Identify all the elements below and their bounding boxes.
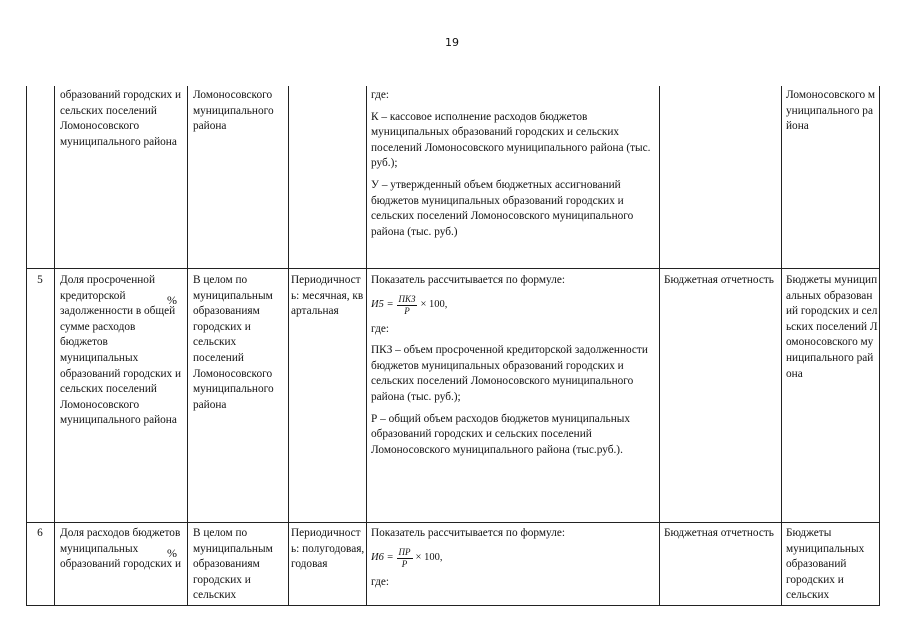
row6-formula-denominator: Р [401, 558, 408, 569]
row6-method-intro: Показатель рассчитывается по формуле: [371, 527, 565, 539]
row6-formula-tail: × 100, [415, 552, 443, 564]
row6-formula-numerator: ПР [398, 546, 411, 557]
cont-method-u: У – утвержденный объем бюджетных ассигнований бюджетов муниципальных образований городских и сельских поселений Ломоносовского муниципального района (тыс. руб.) [371, 178, 634, 238]
cont-coverage: Ломоносовского муниципального района [193, 89, 274, 133]
row5-formula-tail: × 100, [420, 299, 448, 311]
page-number: 19 [445, 36, 459, 49]
cont-indicator-name: образований городских и сельских поселений Ломоносовского муниципального района [60, 89, 182, 148]
row6-number: 6 [37, 527, 43, 539]
row5-method [371, 273, 657, 464]
row5-formula-numerator: ПКЗ [398, 293, 416, 304]
row5-method-where: где: [371, 322, 389, 335]
row5-source: Бюджетная отчетность [664, 274, 774, 286]
row6-responsible: Бюджеты муниципальных образований городских и сельских [786, 527, 865, 602]
row5-period: Периодичность: месячная, квартальная [291, 274, 364, 318]
cont-responsible: Ломоносовского муниципального района [786, 89, 876, 133]
row5-formula-lhs: И5 = [371, 299, 394, 311]
row6-formula-lhs: И6 = [371, 552, 394, 564]
row6-unit: % [167, 546, 177, 560]
row5-formula-denominator: Р [404, 305, 410, 316]
row6-formula [371, 548, 657, 569]
row6-indicator-name: Доля расходов бюджетов муниципальных образований городских и [60, 527, 182, 571]
row5-coverage: В целом по муниципальным образованиям городских и сельских поселений Ломоносовского муниципального района [193, 274, 274, 411]
row6-method-where: где: [371, 575, 389, 588]
row5-method-pkz: ПКЗ – объем просроченной кредиторской задолженности бюджетов муниципальных образований городских и сельских поселений Ломоносовского муниципального района (тыс. руб.); [371, 344, 648, 403]
row6-period: Периодичность: полугодовая, годовая [291, 527, 365, 571]
row6-source: Бюджетная отчетность [664, 527, 774, 539]
row5-indicator-name: Доля просроченной кредиторской задолженности в общей сумме расходов бюджетов муниципальных образований городских и сельских поселений Ломоносовского муниципального района [60, 274, 182, 427]
cont-method-where: где: [371, 89, 389, 101]
row5-method-intro: Показатель рассчитывается по формуле: [371, 274, 565, 286]
row5-number: 5 [37, 274, 43, 286]
row5-unit: % [167, 293, 177, 307]
row6-coverage: В целом по муниципальным образованиям городских и сельских [193, 527, 273, 602]
cont-method [371, 88, 657, 246]
indicator-table [26, 86, 880, 606]
row6-method [371, 526, 657, 604]
row5-responsible: Бюджеты муниципальных образований городских и сельских поселений Ломоносовского муниципального района [786, 274, 878, 380]
row5-formula [371, 295, 657, 316]
row5-method-r: Р – общий объем расходов бюджетов муниципальных образований городских и сельских поселений Ломоносовского муниципального района (тыс.руб.). [371, 412, 630, 456]
cont-method-k: К – кассовое исполнение расходов бюджетов муниципальных образований городских и сельских поселений Ломоносовского муниципального района (тыс. руб.); [371, 110, 651, 170]
